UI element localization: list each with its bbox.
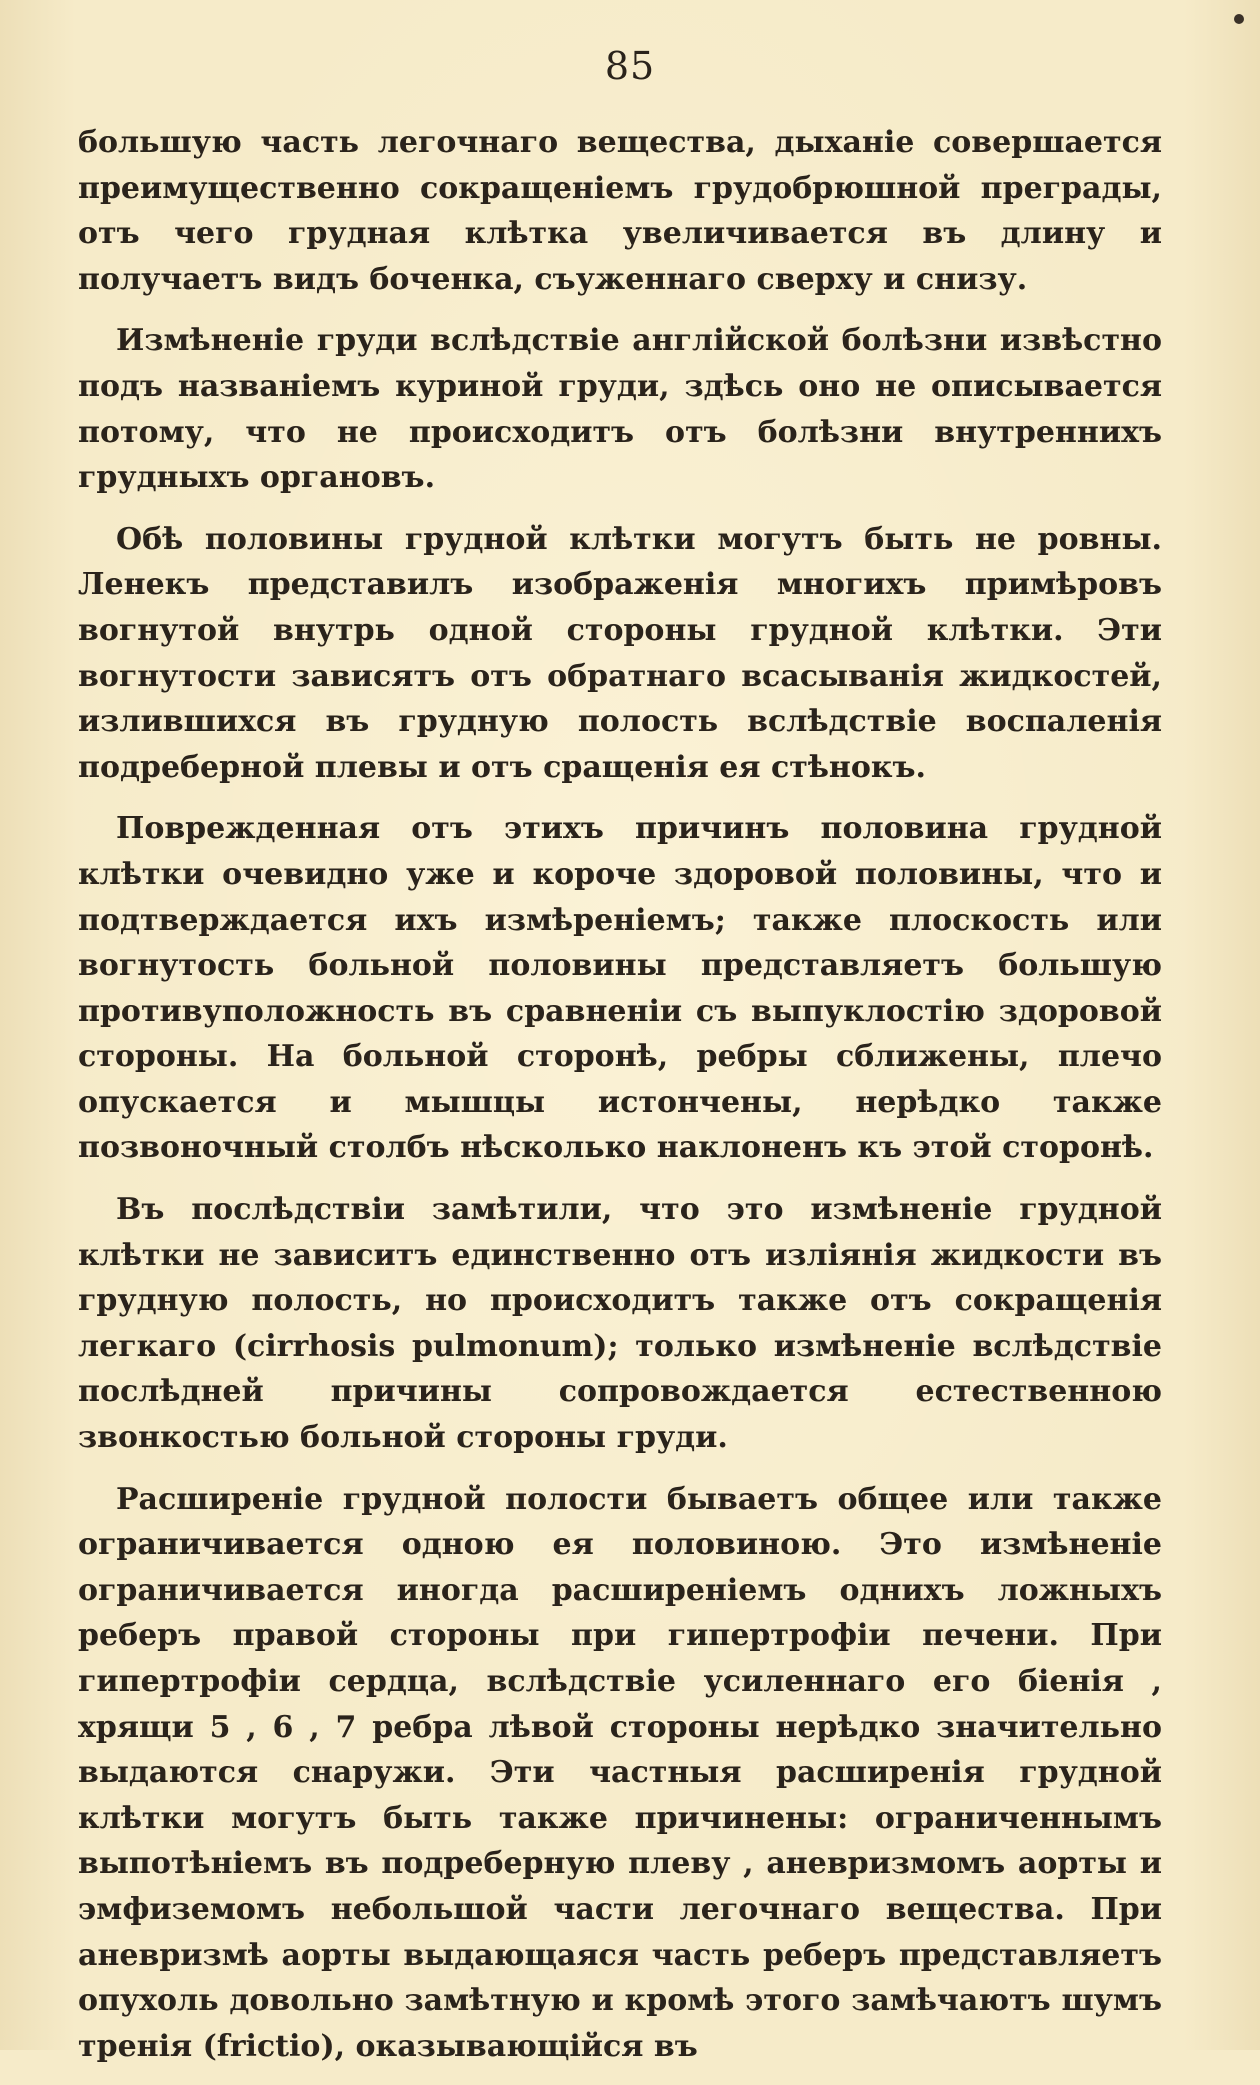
paragraph-damaged-half: Поврежденная отъ этихъ причинъ половина грудной клѣтки очевидно уже и короче здоровой половины, что и подтверждается ихъ измѣреніемъ; также плоскость или вогнутость больной половины представляетъ большую противуположность въ сравненіи съ выпуклостію здоровой стороны. На больной сторонѣ, ребры сближены, плечо опускается и мышцы истончены, нерѣдко также позвоночный столбъ нѣсколько наклоненъ къ этой сторонѣ. [78, 811, 1162, 1166]
paragraph-continuation: большую часть легочнаго вещества, дыханіе совершается преимущественно сокращеніемъ грудобрюшной преграды, отъ чего грудная клѣтка увеличивается въ длину и получаетъ видъ боченка, съуженнаго сверху и снизу. [78, 125, 1162, 297]
ink-dot [1234, 14, 1244, 24]
paragraph-lung-cirrhosis: Въ послѣдствіи замѣтили, что это измѣненіе грудной клѣтки не зависитъ единственно отъ изліянія жидкости въ грудную полость, но происходитъ также отъ сокращенія легкаго (cirrhosis pulmonum); только измѣненіе вслѣдствіе послѣдней причины сопровождается естественною звонкостью больной стороны груди. [78, 1192, 1162, 1456]
page-number: 85 [604, 44, 656, 88]
paragraph-chest-expansion: Расширеніе грудной полости бываетъ общее или также ограничивается одною ея половиною. Это измѣненіе ограничивается иногда расширеніемъ однихъ ложныхъ реберъ правой стороны при гипертрофіи печени. При гипертрофіи сердца, вслѣдствіе усиленнаго его біенія , хрящи 5 , 6 , 7 ребра лѣвой стороны нерѣдко значительно выдаются снаружи. Эти частныя расширенія грудной клѣтки могутъ быть также причинены: ограниченнымъ выпотѣніемъ въ подреберную плеву , аневризмомъ аорты и эмфиземомъ небольшой части легочнаго вещества. При аневризмѣ аорты выдающаяся часть реберъ представляетъ опухоль довольно замѣтную и кромѣ этого замѣчаютъ шумъ тренія (frictio), оказывающійся въ [78, 1481, 1162, 2064]
paragraph-rickets-chest: Измѣненіе груди вслѣдствіе англійской болѣзни извѣстно подъ названіемъ куриной груди, здѣсь оно не описывается потому, что не происходитъ отъ болѣзни внутреннихъ грудныхъ органовъ. [78, 323, 1162, 496]
paragraph-unequal-halves: Обѣ половины грудной клѣтки могутъ быть не ровны. Ленекъ представилъ изображенія многихъ примѣровъ вогнутой внутрь одной стороны грудной клѣтки. Эти вогнутости зависятъ отъ обратнаго всасыванія жидкостей, излившихся въ грудную полость вслѣдствіе воспаленія подреберной плевы и отъ сращенія ея стѣнокъ. [78, 521, 1162, 785]
page-body-text [78, 120, 1162, 2085]
